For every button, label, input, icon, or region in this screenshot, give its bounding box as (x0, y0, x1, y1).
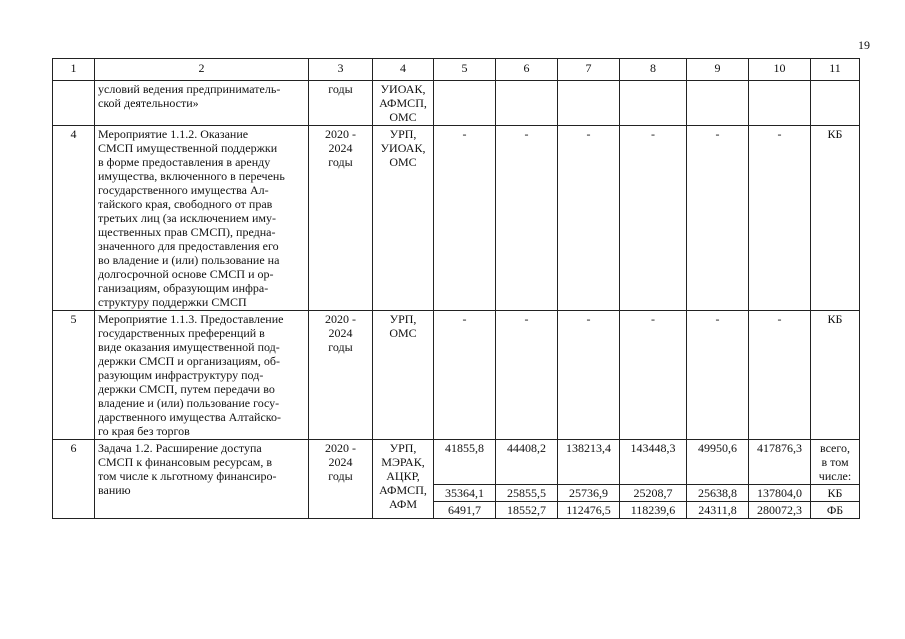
text-line: значенного для предоставления его (98, 239, 279, 253)
table-row (53, 81, 860, 126)
value-2024: 49950,6 (687, 440, 749, 485)
row-number (53, 81, 95, 126)
header-cell: 6 (496, 59, 558, 81)
header-cell: 2 (95, 59, 309, 81)
text-line: тайского края, свободного от прав (98, 197, 273, 211)
text-line: 2024 (328, 326, 353, 340)
value-2021: 25855,5 (496, 485, 558, 502)
funding-source: КБ (811, 485, 860, 502)
value-2021: - (496, 311, 558, 440)
value-2023: 118239,6 (620, 502, 687, 519)
value-2020 (434, 81, 496, 126)
value-total: - (749, 311, 811, 440)
value-2024: - (687, 311, 749, 440)
value-2020: 6491,7 (434, 502, 496, 519)
executors (373, 126, 434, 311)
text-line: СМСП к финансовым ресурсам, в (98, 455, 273, 469)
value-2024: - (687, 126, 749, 311)
text-line: государственных преференций в (98, 326, 265, 340)
text-line: всего, (819, 441, 851, 455)
text-line: УИОАК, (380, 82, 426, 96)
header-cell: 10 (749, 59, 811, 81)
activity-description (95, 440, 309, 519)
value-2022 (558, 81, 620, 126)
row-number: 4 (53, 126, 95, 311)
value-total: 137804,0 (749, 485, 811, 502)
value-2024: 25638,8 (687, 485, 749, 502)
header-row (53, 59, 860, 81)
activity-description (95, 311, 309, 440)
text-line: СМСП имущественной поддержки (98, 141, 278, 155)
executors (373, 440, 434, 519)
activity-description (95, 126, 309, 311)
text-line: Мероприятие 1.1.3. Предоставление (98, 312, 284, 326)
header-cell: 1 (53, 59, 95, 81)
text-line: АФМ (388, 497, 418, 511)
value-2023 (620, 81, 687, 126)
text-line: годы (328, 155, 353, 169)
value-2021 (496, 81, 558, 126)
text-line: УРП, (389, 127, 417, 141)
text-line: 2024 (328, 455, 353, 469)
value-2023: - (620, 126, 687, 311)
header-cell: 11 (811, 59, 860, 81)
text-line: 2020 - (325, 441, 356, 455)
text-line: 2024 (328, 141, 353, 155)
header-cell: 3 (309, 59, 373, 81)
text-line: 2020 - (325, 127, 356, 141)
value-2023: - (620, 311, 687, 440)
text-line: ванию (98, 483, 131, 497)
text-line: держки СМСП, путем передачи во (98, 382, 275, 396)
text-line: дарственного имущества Алтайско- (98, 410, 282, 424)
text-line: виде оказания имущественной под- (98, 340, 280, 354)
text-line: в форме предоставления в аренду (98, 155, 271, 169)
text-line: имущества, включенного в перечень (98, 169, 285, 183)
value-2022: 112476,5 (558, 502, 620, 519)
value-total: 417876,3 (749, 440, 811, 485)
header-cell: 8 (620, 59, 687, 81)
text-line: ганизациям, образующим инфра- (98, 281, 269, 295)
text-line: ОМС (389, 155, 417, 169)
text-line: АФМСП, (379, 96, 427, 110)
header-cell: 7 (558, 59, 620, 81)
funding-source: ФБ (811, 502, 860, 519)
text-line: АФМСП, (379, 483, 427, 497)
period (309, 440, 373, 519)
text-line: годы (328, 469, 353, 483)
text-line: структуру поддержки СМСП (98, 295, 247, 309)
text-line: том числе к льготному финансиро- (98, 469, 277, 483)
text-line: щественных прав СМСП), предна- (98, 225, 276, 239)
text-line: ОМС (389, 326, 417, 340)
executors (373, 81, 434, 126)
text-line: ОМС (389, 110, 417, 124)
value-total (749, 81, 811, 126)
row-number: 6 (53, 440, 95, 519)
value-2022: 138213,4 (558, 440, 620, 485)
value-2020: 41855,8 (434, 440, 496, 485)
header-cell: 9 (687, 59, 749, 81)
text-line: го края без торгов (98, 424, 190, 438)
period (309, 311, 373, 440)
value-2021: - (496, 126, 558, 311)
executors (373, 311, 434, 440)
value-2024: 24311,8 (687, 502, 749, 519)
value-2023: 25208,7 (620, 485, 687, 502)
text-line: Задача 1.2. Расширение доступа (98, 441, 262, 455)
activity-description (95, 81, 309, 126)
value-2022: - (558, 126, 620, 311)
plan-table (52, 58, 860, 519)
row-number: 5 (53, 311, 95, 440)
value-2021: 44408,2 (496, 440, 558, 485)
header-cell: 4 (373, 59, 434, 81)
text-line: МЭРАК, (381, 455, 425, 469)
table-row (53, 126, 860, 311)
funding-source (811, 81, 860, 126)
text-line: ской деятельности» (98, 96, 199, 110)
page-number: 19 (858, 38, 870, 52)
table-row (53, 311, 860, 440)
text-line: в том (821, 455, 849, 469)
text-line: УИОАК, (380, 141, 426, 155)
value-2022: - (558, 311, 620, 440)
text-line: Мероприятие 1.1.2. Оказание (98, 127, 249, 141)
text-line: третьих лиц (за исключением иму- (98, 211, 276, 225)
funding-source (811, 440, 860, 485)
funding-source: КБ (811, 311, 860, 440)
period (309, 81, 373, 126)
funding-source: КБ (811, 126, 860, 311)
value-total: 280072,3 (749, 502, 811, 519)
value-total: - (749, 126, 811, 311)
text-line: АЦКР, (386, 469, 420, 483)
text-line: УРП, (389, 312, 417, 326)
text-line: долгосрочной основе СМСП и ор- (98, 267, 274, 281)
value-2024 (687, 81, 749, 126)
value-2023: 143448,3 (620, 440, 687, 485)
text-line: годы (328, 340, 353, 354)
text-line: числе: (818, 469, 852, 483)
text-line: владение и (или) пользование госу- (98, 396, 280, 410)
text-line: держки СМСП и организациям, об- (98, 354, 280, 368)
value-2021: 18552,7 (496, 502, 558, 519)
value-2020: - (434, 126, 496, 311)
value-2022: 25736,9 (558, 485, 620, 502)
text-line: условий ведения предприниматель- (98, 82, 281, 96)
period (309, 126, 373, 311)
value-2020: 35364,1 (434, 485, 496, 502)
value-2020: - (434, 311, 496, 440)
table-row (53, 440, 860, 485)
text-line: государственного имущества Ал- (98, 183, 269, 197)
text-line: УРП, (389, 441, 417, 455)
text-line: во владение и (или) пользование на (98, 253, 280, 267)
text-line: 2020 - (325, 312, 356, 326)
header-cell: 5 (434, 59, 496, 81)
text-line: разующим инфраструктуру под- (98, 368, 264, 382)
text-line: годы (328, 82, 353, 96)
